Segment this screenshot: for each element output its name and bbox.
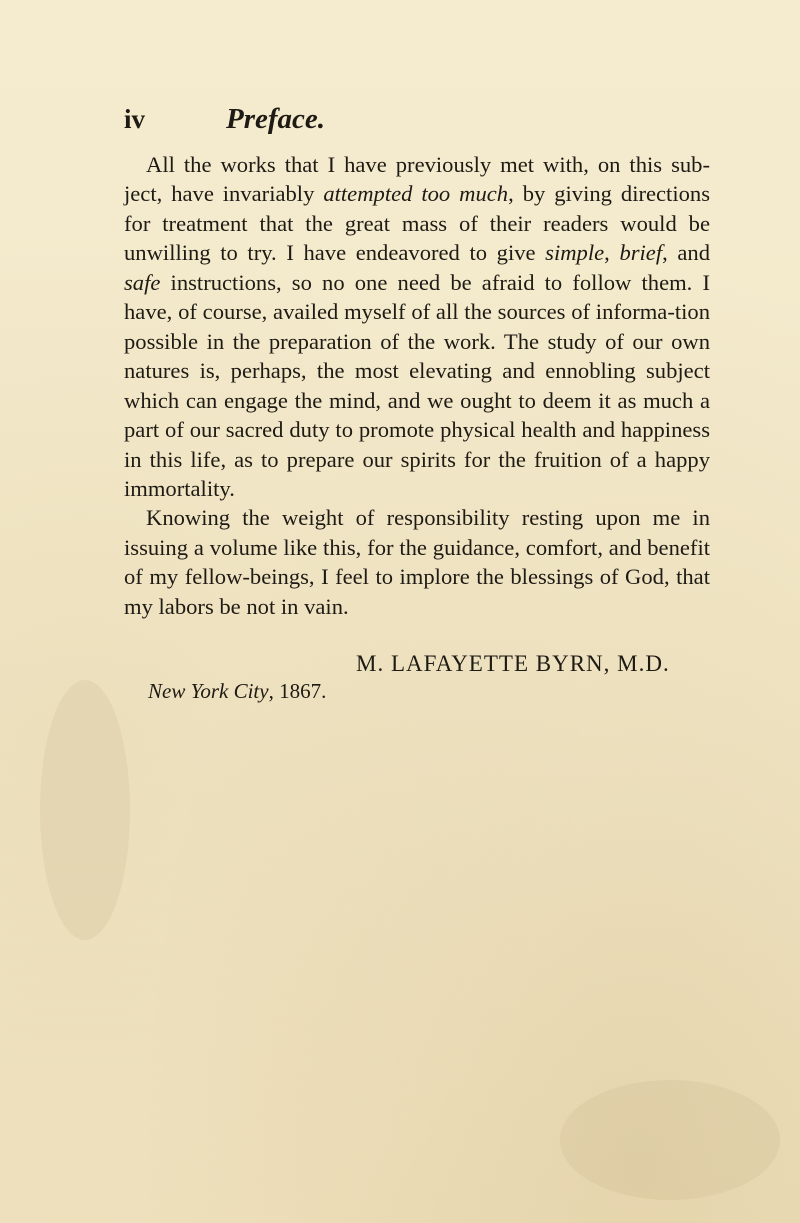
text-run: instructions, so no one need be afraid to follow them. I have, of course, availed myself of all the sources of informa-tion possible in the preparation of the work. The study of our own natures is, perhaps, the most elevating and ennobling subject which can engage the mind, and we ought to deem it as much a part of our sacred duty to promote physical health and happiness in this life, as to prepare our spirits for the fruition of a happy immortality.	[124, 269, 710, 501]
text-run: Knowing the weight of responsibility resting upon me in issuing a volume like this, for the guidance, comfort, and benefit of my fellow-beings, I feel to implore the blessings of God, that my labors be not in vain.	[124, 505, 710, 619]
page-number: iv	[124, 104, 146, 134]
page-title: Preface.	[226, 103, 326, 135]
emphasized-text: attempted too much	[323, 181, 509, 207]
paragraph-2	[124, 503, 710, 621]
dateline	[148, 678, 326, 704]
emphasized-text: brief	[619, 240, 663, 266]
paragraph-1	[124, 150, 710, 503]
dateline-separator: ,	[268, 679, 280, 703]
dateline-place: New York City	[148, 679, 269, 703]
preface-body	[124, 150, 710, 621]
dateline-year: 1867.	[279, 679, 327, 703]
paper-stain	[40, 680, 130, 940]
text-run: , and	[662, 240, 711, 266]
text-run: , by giving directions for treatment that the great mass of their readers would be unwilling to try. I have endeavored to give	[124, 181, 710, 266]
emphasized-text: safe	[124, 269, 161, 295]
paper-stain	[560, 1080, 780, 1200]
running-head	[124, 104, 724, 140]
text-run: All the works that I have previously met with, on this sub-ject, have invariably	[124, 152, 710, 207]
text-run: ,	[604, 240, 620, 266]
emphasized-text: simple	[545, 240, 605, 266]
author-signature: M. LAFAYETTE BYRN, M.D.	[356, 651, 670, 676]
